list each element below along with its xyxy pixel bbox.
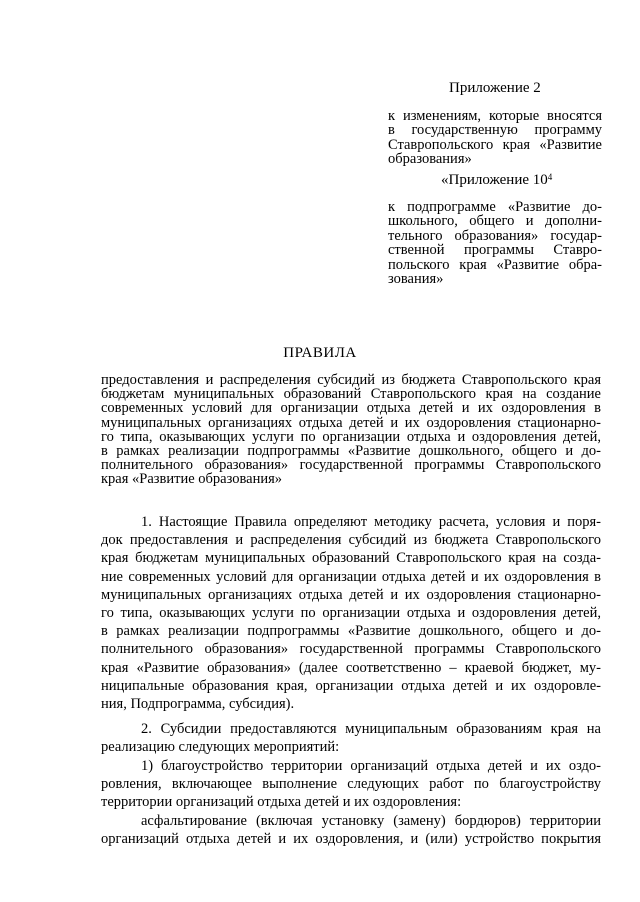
paragraph-line: ния, Подпрограмма, субсидия). <box>101 696 295 713</box>
paragraph-line: организаций отдыха детей и их оздоровления, и (или) устройство покрытия <box>101 831 601 848</box>
amendment-reference <box>388 109 602 167</box>
appendix-10-text: «Приложение 10 <box>441 172 548 188</box>
paragraph-line: муниципальных организациях отдыха детей и их оздоровления стационарно- <box>101 586 601 603</box>
subprogram-line: зования» <box>388 271 444 288</box>
subprogram-line: ственной программы Ставро- <box>388 242 602 259</box>
subtitle-line: го типа, оказывающих услуги по организации отдыха и оздоровления детей, <box>101 428 601 445</box>
subtitle-line: современных условий для организации отдыха детей и их оздоровления в <box>101 400 601 417</box>
subprogram-line: школьного, общего и дополни- <box>388 213 602 230</box>
paragraph-line: ровления, включающее выполнение следующих работ по благоустройству <box>101 776 601 793</box>
paragraph-1 <box>101 513 601 713</box>
paragraph-line: 2. Субсидии предоставляются муниципальным образованиям края на <box>141 721 601 737</box>
appendix-2-heading: Приложение 2 <box>449 80 541 96</box>
subprogram-line: тельного образования» государ- <box>388 227 602 244</box>
amendment-line: в государственную программу <box>388 122 602 139</box>
amendment-line: к изменениям, которые вносятся <box>388 108 602 124</box>
paragraph-line: края бюджетам муниципальных образований Ставропольского края на созда- <box>101 550 601 567</box>
paragraph-line: го типа, оказывающих услуги по организации отдыха и оздоровления детей, <box>101 605 601 622</box>
subprogram-line: польского края «Развитие обра- <box>388 256 602 273</box>
paragraph-line: края «Развитие образования» (далее соответственно – краевой бюджет, му- <box>101 659 601 676</box>
paragraph-line: 1) благоустройство территории организаций отдыха детей и их оздо- <box>141 758 601 774</box>
appendix-10-heading <box>441 172 552 189</box>
subtitle-line: в рамках реализации подпрограммы «Развитие дошкольного, общего и до- <box>101 443 601 460</box>
amendment-line: образования» <box>388 151 472 168</box>
document-title: ПРАВИЛА <box>283 345 357 361</box>
subtitle-line: края «Развитие образования» <box>101 471 283 488</box>
paragraph-line: 1. Настоящие Правила определяют методику расчета, условия и поря- <box>141 514 601 530</box>
paragraph-line: реализацию следующих мероприятий: <box>101 739 340 756</box>
paragraph-line: территории организаций отдыха детей и их оздоровления: <box>101 794 462 811</box>
amendment-line: Ставропольского края «Развитие <box>388 136 602 153</box>
paragraph-3 <box>101 757 601 812</box>
paragraph-line: док предоставления и распределения субсидий из бюджета Ставропольского <box>101 532 601 549</box>
paragraph-line: ниципальные образования края, организации отдыха детей и их оздоровле- <box>101 677 601 694</box>
subtitle-line: бюджетам муниципальных образований Ставропольского края на создание <box>101 386 601 403</box>
paragraph-line: ние современных условий для организации отдыха детей и их оздоровления в <box>101 568 601 585</box>
paragraph-line: в рамках реализации подпрограммы «Развитие дошкольного, общего и до- <box>101 623 601 640</box>
subtitle-line: полнительного образования» государственной программы Ставропольского <box>101 457 601 474</box>
document-subtitle <box>101 373 601 487</box>
paragraph-line: асфальтирование (включая установку (замену) бордюров) территории <box>141 813 601 829</box>
appendix-10-superscript: 4 <box>547 172 553 182</box>
subtitle-line: предоставления и распределения субсидий из бюджета Ставропольского края <box>101 372 601 388</box>
subtitle-line: муниципальных организациях отдыха детей и их оздоровления стационарно- <box>101 414 601 431</box>
subprogram-line: к подпрограмме «Развитие до- <box>388 199 602 215</box>
paragraph-line: полнительного образования» государственной программы Ставропольского <box>101 641 601 658</box>
paragraph-2 <box>101 720 601 756</box>
paragraph-4 <box>101 812 601 848</box>
subprogram-reference <box>388 200 602 286</box>
